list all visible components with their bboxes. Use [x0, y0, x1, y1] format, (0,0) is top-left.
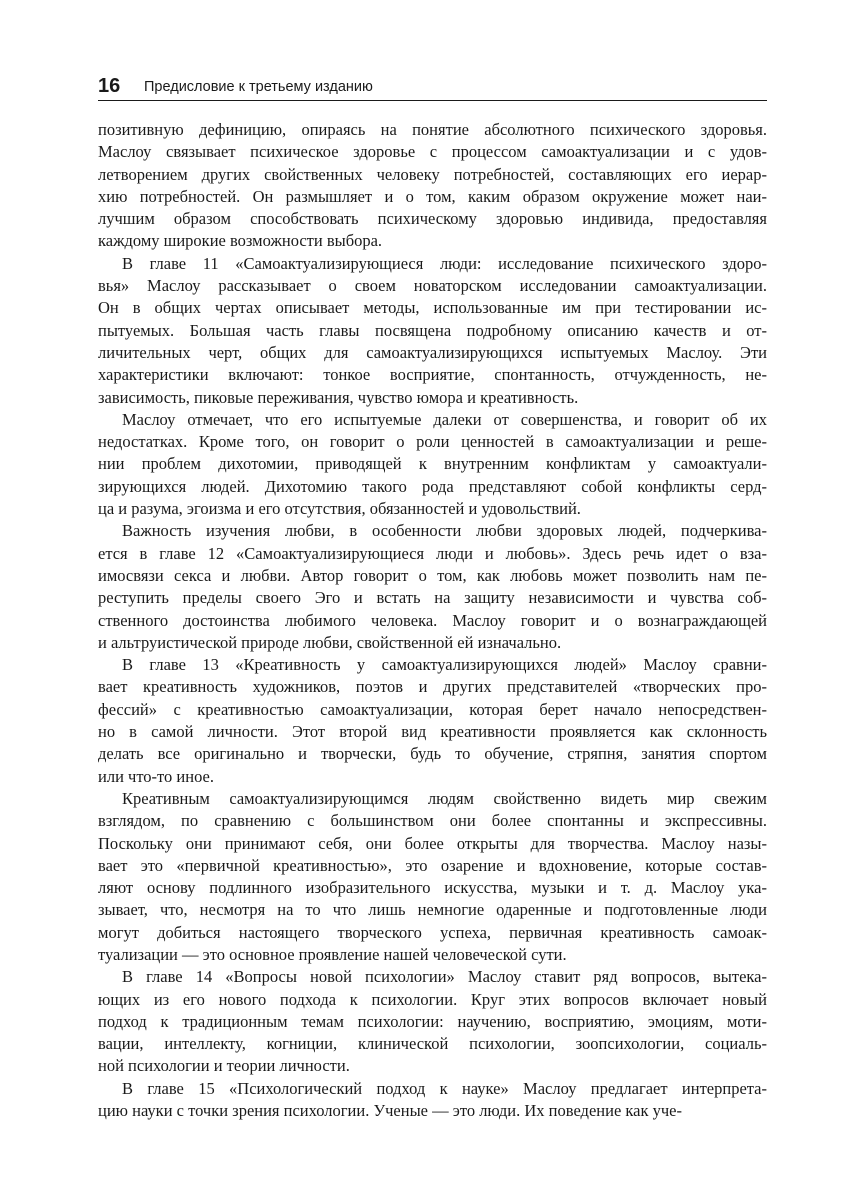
paragraph-line: делать все оригинально и творчески, будь то обучение, стряпня, занятия спортом — [98, 744, 767, 764]
paragraph-line: позитивную дефиницию, опираясь на понятие абсолютного психического здоровья. — [98, 120, 767, 139]
paragraph-line: подход к традиционным темам психологии: научению, восприятию, эмоциям, моти- — [98, 1011, 767, 1031]
paragraph-line: В главе 13 «Креативность у самоактуализирующихся людей» Маслоу сравни- — [122, 655, 767, 675]
paragraph-line: могут добиться настоящего творческого успеха, первичная креативность самоак- — [98, 922, 767, 942]
paragraph-line: Поскольку они принимают себя, они более открыты для творчества. Маслоу назы- — [98, 833, 767, 853]
paragraph-line: ной психологии и теории личности. — [98, 1056, 350, 1076]
paragraph-line: и альтруистической природе любви, свойственной ей изначально. — [98, 632, 562, 652]
paragraph-line: фессий» с креативностью самоактуализации, которая берет начало непосредствен- — [98, 699, 767, 719]
paragraph-line: личительных черт, общих для самоактуализирующихся испытуемых Маслоу. Эти — [98, 342, 767, 362]
paragraph-line: вья» Маслоу рассказывает о своем новаторском исследовании самоактуализации. — [98, 276, 767, 296]
paragraph-line: недостатках. Кроме того, он говорит о роли ценностей в самоактуализации и реше- — [98, 432, 767, 452]
paragraph-line: ственного достоинства любимого человека. Маслоу говорит и о вознаграждающей — [98, 610, 767, 630]
paragraph-line: вации, интеллекту, когниции, клинической психологии, зоопсихологии, социаль- — [98, 1034, 767, 1054]
body-text — [98, 119, 767, 1122]
paragraph-line: нии проблем дихотомии, приводящей к внутренним конфликтам у самоактуали- — [98, 454, 767, 474]
paragraph-line: Он в общих чертах описывает методы, использованные им при тестировании ис- — [98, 298, 767, 318]
paragraph-line: имосвязи секса и любви. Автор говорит о том, как любовь может позволить нам пе- — [98, 565, 767, 585]
paragraph-line: туализации — это основное проявление нашей человеческой сути. — [98, 944, 567, 964]
running-title: Предисловие к третьему изданию — [144, 79, 373, 95]
paragraph-line: зависимость, пиковые переживания, чувство юмора и креативность. — [98, 387, 579, 407]
paragraph-line: взглядом, по сравнению с большинством они более спонтанны и экспрессивны. — [98, 811, 767, 831]
paragraph-line: ется в главе 12 «Самоактуализирующиеся люди и любовь». Здесь речь идет о вза- — [98, 543, 767, 563]
paragraph-line: реступить пределы своего Эго и встать на защиту независимости и чувства соб- — [98, 588, 767, 608]
paragraph-line: ца и разума, эгоизма и его отсутствия, обязанностей и удовольствий. — [98, 499, 581, 519]
paragraph-line: В главе 15 «Психологический подход к науке» Маслоу предлагает интерпрета- — [122, 1078, 767, 1098]
paragraph-line: лучшим образом способствовать психическому здоровью индивида, предоставляя — [98, 209, 767, 229]
paragraph-line: характеристики включают: тонкое восприятие, спонтанность, отчужденность, не- — [98, 365, 767, 385]
paragraph-line: или что-то иное. — [98, 766, 214, 786]
paragraph-line: Важность изучения любви, в особенности любви здоровых людей, подчеркива- — [122, 521, 767, 541]
paragraph-line: В главе 14 «Вопросы новой психологии» Маслоу ставит ряд вопросов, вытека- — [122, 967, 767, 987]
paragraph-line: Маслоу связывает психическое здоровье с процессом самоактуализации и с удов- — [98, 142, 767, 162]
paragraph-line: летворением других свойственных человеку потребностей, составляющих его иерар- — [98, 164, 767, 184]
page-number: 16 — [98, 75, 121, 97]
paragraph-line: вает это «первичной креативностью», это озарение и вдохновение, которые состав- — [98, 855, 767, 875]
paragraph-line: пытуемых. Большая часть главы посвящена подробному описанию качеств и от- — [98, 320, 767, 340]
paragraph-line: ляют основу подлинного изобразительного искусства, музыки и т. д. Маслоу ука- — [98, 878, 767, 898]
paragraph-line: Креативным самоактуализирующимся людям свойственно видеть мир свежим — [122, 788, 767, 808]
paragraph-line: вает креативность художников, поэтов и других представителей «творческих про- — [98, 677, 767, 697]
paragraph-line: цию науки с точки зрения психологии. Ученые — это люди. Их поведение как уче- — [98, 1101, 682, 1121]
paragraph-line: ющих из его нового подхода к психологии. Круг этих вопросов включает новый — [98, 989, 767, 1009]
paragraph-line: хию потребностей. Он размышляет и о том, каким образом окружение может наи- — [98, 186, 767, 206]
paragraph-line: но в самой личности. Этот второй вид креативности проявляется как склонность — [98, 722, 767, 742]
paragraph-line: Маслоу отмечает, что его испытуемые далеки от совершенства, и говорит об их — [122, 409, 767, 429]
paragraph-line: зирующихся людей. Дихотомию такого рода представляют собой конфликты серд- — [98, 476, 767, 496]
paragraph-line: В главе 11 «Самоактуализирующиеся люди: исследование психического здоро- — [122, 253, 767, 273]
running-head — [98, 74, 767, 101]
paragraph-line: каждому широкие возможности выбора. — [98, 231, 383, 251]
paragraph-line: зывает, что, несмотря на то что лишь немногие одаренные и подготовленные люди — [98, 900, 767, 920]
